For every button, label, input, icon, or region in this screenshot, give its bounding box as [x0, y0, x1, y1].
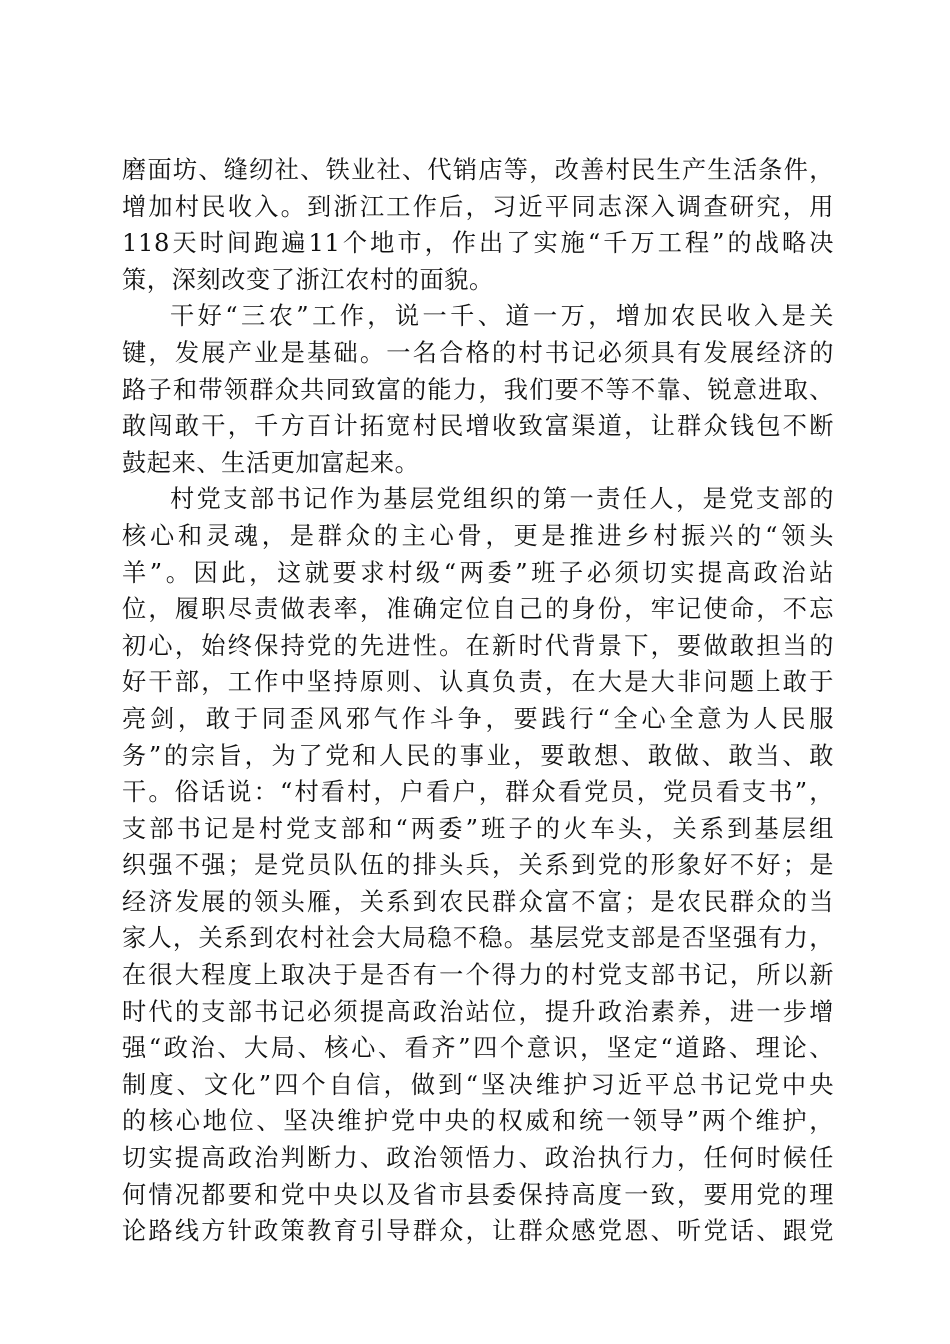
text-line: 在很大程度上取决于是否有一个得力的村党支部书记，所以新 [122, 961, 834, 990]
text-line: 的核心地位、坚决维护党中央的权威和统一领导”两个维护， [122, 1107, 834, 1136]
text-line: 论路线方针政策教育引导群众，让群众感党恩、听党话、跟党 [122, 1217, 834, 1246]
text-line: 位，履职尽责做表率，准确定位自己的身份，牢记使命，不忘 [122, 595, 834, 624]
text-line: 经济发展的领头雁，关系到农民群众富不富；是农民群众的当 [122, 887, 834, 916]
text-line: 制度、文化”四个自信，做到“坚决维护习近平总书记党中央 [122, 1070, 834, 1099]
text-line: 核心和灵魂，是群众的主心骨，更是推进乡村振兴的“领头 [122, 521, 834, 550]
text-line: 时代的支部书记必须提高政治站位，提升政治素养，进一步增 [122, 997, 834, 1026]
text-line: 干好“三农”工作，说一千、道一万，增加农民收入是关 [170, 302, 834, 331]
text-line: 干。俗话说：“村看村，户看户，群众看党员，党员看支书”， [122, 778, 834, 807]
text-line: 键，发展产业是基础。一名合格的村书记必须具有发展经济的 [122, 338, 834, 367]
text-line: 切实提高政治判断力、政治领悟力、政治执行力，任何时候任 [122, 1144, 834, 1173]
text-line: 磨面坊、缝纫社、铁业社、代销店等，改善村民生产生活条件， [122, 156, 834, 184]
text-line: 村党支部书记作为基层党组织的第一责任人，是党支部的 [170, 485, 834, 514]
text-line: 羊”。因此，这就要求村级“两委”班子必须切实提高政治站 [122, 558, 834, 587]
text-line: 敢闯敢干，千方百计拓宽村民增收致富渠道，让群众钱包不断 [122, 412, 834, 441]
body-text [122, 152, 834, 1250]
text-line: 强“政治、大局、核心、看齐”四个意识，坚定“道路、理论、 [122, 1034, 834, 1063]
text-line: 鼓起来、生活更加富起来。 [122, 448, 420, 477]
text-line: 策，深刻改变了浙江农村的面貌。 [122, 265, 494, 294]
text-line: 何情况都要和党中央以及省市县委保持高度一致，要用党的理 [122, 1180, 834, 1209]
text-line: 亮剑，敢于同歪风邪气作斗争，要践行“全心全意为人民服 [122, 704, 834, 733]
text-line: 初心，始终保持党的先进性。在新时代背景下，要做敢担当的 [122, 631, 834, 660]
text-line: 家人，关系到农村社会大局稳不稳。基层党支部是否坚强有力， [122, 924, 834, 953]
text-line: 增加村民收入。到浙江工作后，习近平同志深入调查研究，用 [122, 192, 834, 221]
text-line: 支部书记是村党支部和“两委”班子的火车头，关系到基层组 [122, 814, 834, 843]
text-line: 好干部，工作中坚持原则、认真负责，在大是大非问题上敢于 [122, 668, 834, 697]
text-line: 务”的宗旨，为了党和人民的事业，要敢想、敢做、敢当、敢 [122, 741, 834, 770]
text-line: 织强不强；是党员队伍的排头兵，关系到党的形象好不好；是 [122, 851, 834, 880]
text-line: 118天时间跑遍11个地市，作出了实施“千万工程”的战略决 [122, 229, 834, 258]
text-line: 路子和带领群众共同致富的能力，我们要不等不靠、锐意进取、 [122, 375, 834, 404]
